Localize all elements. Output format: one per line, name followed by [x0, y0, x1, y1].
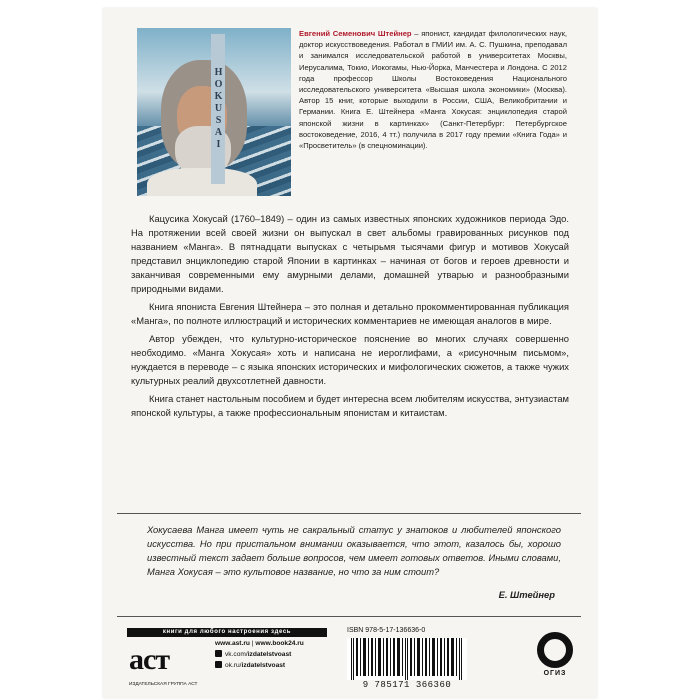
ok-link: ok.ru/ — [225, 662, 242, 669]
vk-link: vk.com/ — [225, 651, 248, 658]
ast-logo — [129, 642, 198, 690]
isbn-label: ISBN 978-5-17-136636-0 — [347, 627, 426, 634]
author-shirt — [147, 168, 257, 196]
ogiz-dot — [547, 642, 561, 656]
author-photo — [137, 28, 291, 196]
ogiz-logo-text: ОГИЗ — [543, 670, 567, 677]
barcode — [347, 638, 467, 680]
ok-icon — [215, 661, 222, 668]
author-bio — [299, 28, 567, 151]
description-paragraph: Автор убежден, что культурно-историческое пояснение во многих случаях совершенно необходимо. «Манга Хокусая» хоть и написана не иероглифами, а «рисуночным письмом», нуждается в переводе – с языка японских исторических и мифологических сюжетов, а также чужих культурных реалий двухсотлетней давности. — [131, 333, 569, 386]
description-paragraph: Кацусика Хокусай (1760–1849) – один из самых известных японских художников периода Эдо. На протяжении всей своей жизни он выпускал в свет альбомы гравированных рисунков под названием «Манга». В пятнадцати выпусках с четырьмя тысячами фигур и мотивов Хокусай представил энциклопедию старой Японии в картинках – начиная от богов и героев древности и заканчивая современными ему амурными делами, домашней утварью и разнообразными природными видами. — [131, 213, 569, 294]
publisher-contacts — [215, 638, 304, 671]
quote-text: Хокусаева Манга имеет чуть не сакральный статус у знатоков и любителей японского искусства. Но при пристальном внимании оказывается, что этот, казалось бы, хорошо известный текст задает больше вопросов, чем имеет готовых ответов. Иными словами, Манга Хокусая – это культовое название, но что за ним стоит? — [147, 524, 561, 577]
quote-author: Е. Штейнер — [498, 589, 555, 600]
ok-row[interactable] — [215, 660, 304, 671]
vk-row[interactable] — [215, 649, 304, 660]
book-description — [131, 212, 569, 424]
barcode-bars — [347, 638, 467, 680]
author-bio-text: – японист, кандидат филологических наук, доктор искусствоведения. Работал в ГМИИ им. А. С. Пушкина, преподавал и занимался исследовательской работой в университетах Москвы, Иерусалима, Токио, Иокогамы, Нью-Йорка, Манчестера и Лондона. С 2012 года профессор Школы Востоковедения Национального исследовательского университета «Высшая школа экономики» (Москва). Автор 15 книг, которые выходили в России, США, Великобритании и Германии. Книга Е. Штейнера «Манга Хокусая: энциклопедия старой японской жизни в картинках» (Санкт-Петербург: Петербургское востоковедение, 2016, 4 тт.) получила в 2017 году премии «Книга Года» и «Просветитель» (в спецноминации). — [299, 29, 567, 151]
description-paragraph: Книга япониста Евгения Штейнера – это полная и детально прокомментированная публикация «Манга», по полноте иллюстраций и исторических комментариев не имеющая аналогов в мире. — [131, 301, 569, 326]
ast-logo-caption: ИЗДАТЕЛЬСКАЯ ГРУППА АСТ — [129, 682, 198, 687]
website-separator: | — [251, 640, 254, 647]
websites-row — [215, 638, 304, 649]
description-paragraph: Книга станет настольным пособием и будет интересна всем любителям искусства, энтузиастам японской культуры, а также профессиональным японистам и китаистам. — [131, 393, 569, 418]
quote-top-rule — [117, 513, 581, 514]
website-link[interactable]: www.book24.ru — [255, 640, 304, 647]
ogiz-logo — [531, 630, 581, 690]
back-cover — [103, 8, 597, 698]
publisher-tagline: книги для любого настроения здесь — [127, 628, 327, 637]
author-name: Евгений Семенович Штейнер — [299, 29, 412, 38]
ast-logo-mark: аст — [129, 643, 170, 676]
vk-icon — [215, 650, 222, 657]
website-link[interactable]: www.ast.ru — [215, 640, 250, 647]
quote-bottom-rule — [117, 616, 581, 617]
quote-box — [117, 513, 581, 617]
ok-handle: izdatelstvoast — [241, 662, 286, 669]
barcode-number: 9 785171 366360 — [362, 680, 452, 690]
hokusai-strip-text: HOKUSAI — [211, 34, 225, 184]
vk-handle: izdatelstvoast — [247, 651, 292, 658]
